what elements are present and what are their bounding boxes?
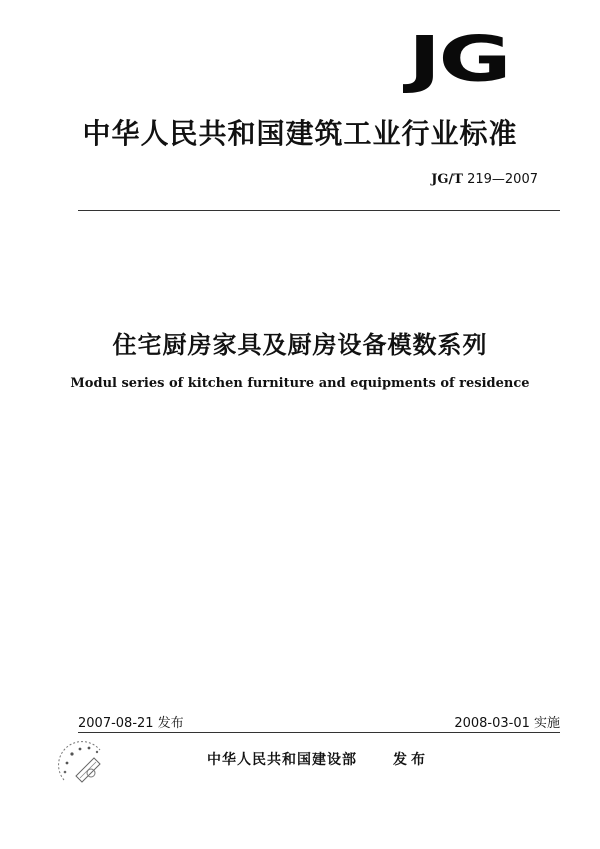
publisher-name: 中华人民共和国建设部 [207,752,357,768]
standard-code [431,172,538,187]
standard-category-title: 中华人民共和国建筑工业行业标准 [82,117,518,150]
standard-code-prefix: JG/T [431,172,463,187]
implementation-date: 2008-03-01 实施 [454,716,560,731]
issue-date: 2007-08-21 发布 [78,716,184,731]
jg-logo: JG [408,22,509,96]
ministry-seal-icon [58,740,110,792]
bottom-divider [78,732,560,733]
top-divider [78,210,560,211]
publish-label: 发布 [393,752,429,768]
standard-code-number: 219—2007 [467,172,538,187]
document-subtitle-english: Modul series of kitchen furniture and equipments of residence [70,376,530,391]
document-title: 住宅厨房家具及厨房设备模数系列 [112,331,488,359]
